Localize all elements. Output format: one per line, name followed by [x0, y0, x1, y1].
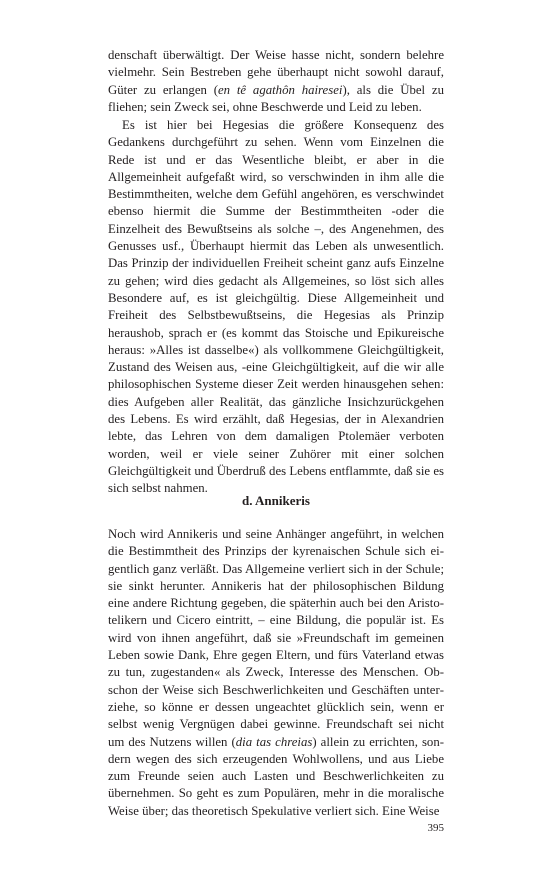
section-heading: d. Annikeris [242, 493, 310, 508]
paragraph-annikeris [108, 526, 444, 820]
greek-term: dia tas chreias [235, 734, 313, 749]
greek-term: en tê agathôn hairesei [217, 82, 343, 97]
page-number: 395 [427, 822, 444, 834]
paragraph-text: denschaft überwältigt. Der Weise hasse nicht, sondern belehre vielmehr. Sein Bestreben gehe überhaupt nicht sowohl darauf, Güter zu erlangen ( [108, 48, 444, 97]
paragraph-text: Noch wird Annikeris und seine Anhänger angeführt, in welchen die Bestimmtheit des Prinzips der kyrenaischen Schule sich eigentlich ganz verläßt. Das Allgemeine verliert sich in der Schule; sie sinkt herunter. Annikeris hat der philosophischen Bildung eine andere Richtung gegeben, die späterhin auch bei den Aristotelikern und Cicero eintritt, – eine Bildung, die populär ist. Es wird von ihnen angeführt, daß sie »Freundschaft im gemeinen Leben sowie Dank, Ehre gegen Eltern, und fürs Vaterland etwas zu tun, zugestanden« als Zweck, Interesse des Menschen. Obschon der Weise sich Beschwerlichkeiten und Geschäften unterziehe, so könne er dessen ungeachtet glücklich sein, wenn er selbst wenig Vergnügen dabei gewinne. Freundschaft sei nicht um des Nutzens willen ( [108, 527, 444, 749]
paragraph-text: ), als die Übel zu fliehen; sein Zweck sei, ohne Beschwerde und Leid zu leben. [108, 82, 444, 114]
paragraph-continued [108, 47, 444, 116]
paragraph-text: ) allein zu errichten, sondern wegen des sich erzeugenden Wohlwollens, und aus Liebe zum Freunde seien auch Lasten und Beschwerlichkeiten zu übernehmen. So geht es zum Populären, mehr in die moralische Weise über; das theoretisch Spekulative verliert sich. Eine Weise [108, 734, 444, 818]
paragraph-hegesias: Es ist hier bei Hegesias die größere Konsequenz des Gedankens durchgeführt zu sehen. Wenn vom Einzelnen die Rede ist und er das Wesentliche bleibt, er aber in die Allgemeinheit aufgefaßt wird, so verschwinden in ihm alle die Bestimmtheiten, welche dem Gefühl angehören, es verschwindet ebenso hiermit die Summe der Bestimmtheiten -oder die Einzelheit des Bewußtseins als solche –, des Angenehmen, des Genusses usf., Überhaupt hiermit das Leben als unwesentlich. Das Prinzip der individuellen Freiheit scheint ganz aufs Einzelne zu gehen; wird dies gedacht als Allgemeines, so löst sich alles Besondere auf, es ist gleichgültig. Diese Allgemeinheit und Freiheit des Selbstbewußtseins, die Hegesias als Prinzip heraushob, sprach er (es kommt das Stoische und Epikureische heraus: »Alles ist dasselbe«) als vollkommene Gleichgültigkeit, Zustand des Weisen aus, -eine Gleichgültigkeit, auf die wir alle philosophischen Systeme dieser Zeit werden hinausgehen sehen: dies Aufgeben aller Realität, das gänzliche Insichzurückgehen des Lebens. Es wird erzählt, daß Hegesias, der in Alexandrien lebte, das Lehren von dem damaligen Ptolemäer verboten worden, weil er viele seiner Zuhörer mit einer solchen Gleichgültigkeit und Überdruß des Lebens entflammte, daß sie es sich selbst nahmen. [108, 118, 444, 496]
